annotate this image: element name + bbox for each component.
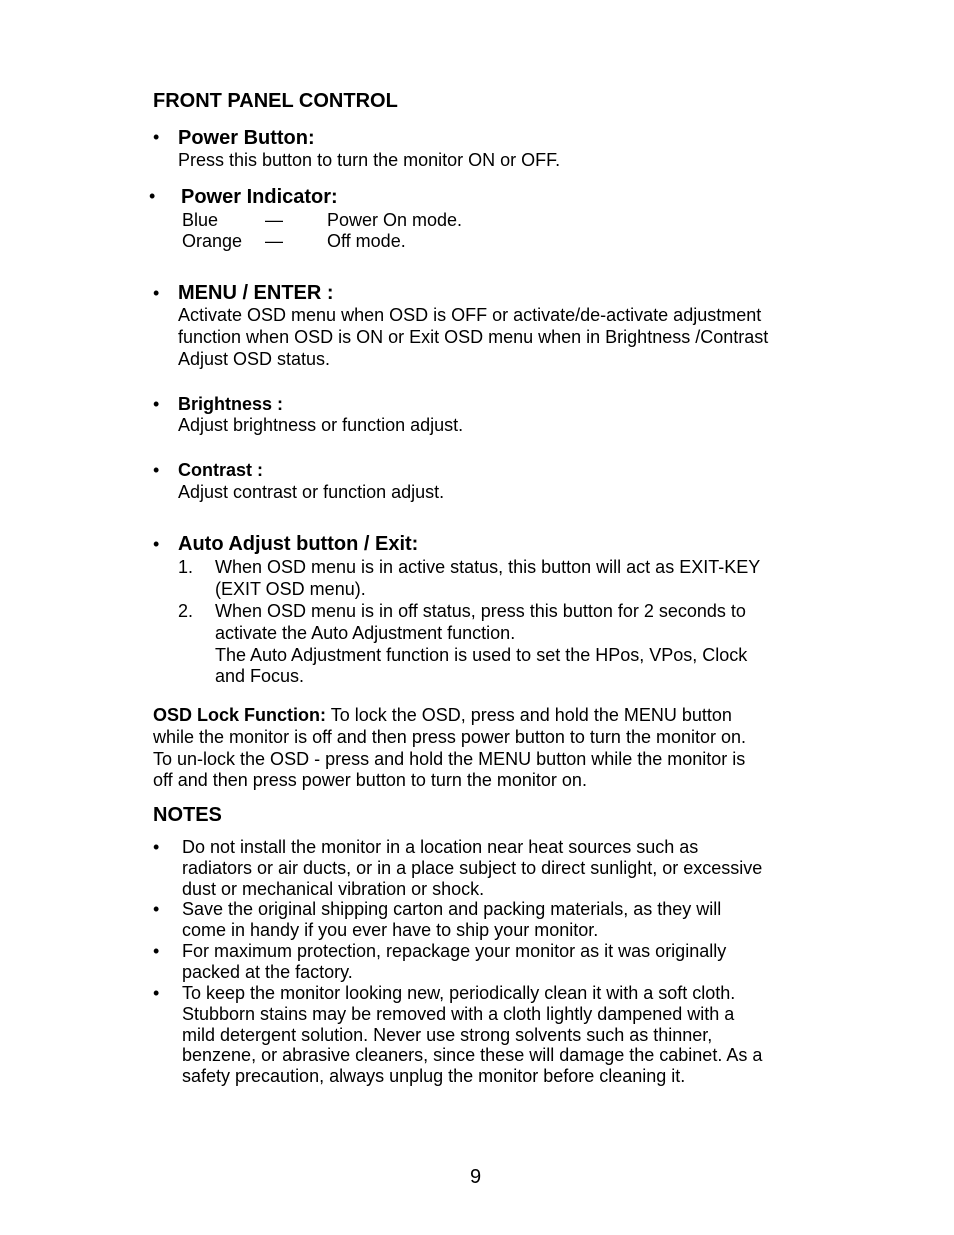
brightness-title: Brightness : bbox=[178, 394, 284, 414]
brightness-text: Adjust brightness or function adjust. bbox=[178, 415, 464, 435]
bullet-icon: • bbox=[149, 186, 156, 206]
indicator-dash: — bbox=[265, 231, 283, 251]
bullet-icon: • bbox=[153, 941, 160, 961]
section-heading-notes: NOTES bbox=[153, 804, 222, 826]
indicator-mode: Power On mode. bbox=[327, 210, 463, 230]
bullet-icon: • bbox=[153, 983, 160, 1003]
bullet-icon: • bbox=[153, 127, 160, 147]
indicator-mode: Off mode. bbox=[327, 231, 406, 251]
bullet-icon: • bbox=[153, 460, 160, 480]
power-button-title: Power Button: bbox=[178, 127, 315, 149]
osd-lock-first-line: OSD Lock Function: To lock the OSD, press and hold the MENU button bbox=[153, 705, 732, 725]
auto-adjust-item-1: When OSD menu is in active status, this button will act as EXIT-KEY (EXIT OSD menu). bbox=[215, 557, 761, 599]
osd-lock-paragraph: OSD Lock Function: To lock the OSD, press and hold the MENU button while the monitor is off and then press power button to turn the monitor on. To un-lock the OSD - press and hold the MENU button while the monitor is off and then press power button to turn the monitor on. bbox=[153, 705, 800, 792]
osd-lock-label: OSD Lock Function: bbox=[153, 705, 326, 725]
note-item-4: To keep the monitor looking new, periodically clean it with a soft cloth. Stubborn stains may be removed with a cloth lightly dampened with a mild detergent solution. Never use strong solvents such as thinner, benzene, or abrasive cleaners, since these will damage the cabinet. As a safety precaution, always unplug the monitor before cleaning it. bbox=[182, 983, 763, 1087]
bullet-icon: • bbox=[153, 534, 160, 554]
bullet-icon: • bbox=[153, 283, 160, 303]
menu-enter-description: Activate OSD menu when OSD is OFF or activate/de-activate adjustment function when OSD is ON or Exit OSD menu when in Brightness /Contrast Adjust OSD status. bbox=[178, 305, 769, 369]
contrast-text: Adjust contrast or function adjust. bbox=[178, 482, 445, 502]
menu-enter-title: MENU / ENTER : bbox=[178, 282, 334, 304]
note-item-2: Save the original shipping carton and packing materials, as they will come in handy if you ever have to ship your monitor. bbox=[182, 899, 722, 940]
power-button-text: Press this button to turn the monitor ON or OFF. bbox=[178, 150, 561, 170]
contrast-title: Contrast : bbox=[178, 460, 263, 480]
section-heading-front-panel: FRONT PANEL CONTROL bbox=[153, 90, 398, 112]
auto-adjust-item-2: When OSD menu is in off status, press this button for 2 seconds to activate the Auto Adjustment function. The Auto Adjustment function is used to set the HPos, VPos, Clock and Focus. bbox=[215, 601, 748, 687]
list-number: 2. bbox=[178, 601, 194, 621]
bullet-icon: • bbox=[153, 837, 160, 857]
note-item-3: For maximum protection, repackage your monitor as it was originally packed at the factory. bbox=[182, 941, 727, 982]
indicator-color-orange: Orange bbox=[182, 231, 243, 251]
power-indicator-title: Power Indicator: bbox=[181, 186, 338, 208]
note-item-1: Do not install the monitor in a location near heat sources such as radiators or air ducts, or in a place subject to direct sunlight, or excessive dust or mechanical vibration or shock. bbox=[182, 837, 763, 899]
indicator-color-blue: Blue bbox=[182, 210, 219, 230]
indicator-dash: — bbox=[265, 210, 283, 230]
auto-adjust-title: Auto Adjust button / Exit: bbox=[178, 533, 419, 555]
bullet-icon: • bbox=[153, 394, 160, 414]
list-number: 1. bbox=[178, 557, 194, 577]
page-number: 9 bbox=[470, 1166, 482, 1188]
bullet-icon: • bbox=[153, 899, 160, 919]
